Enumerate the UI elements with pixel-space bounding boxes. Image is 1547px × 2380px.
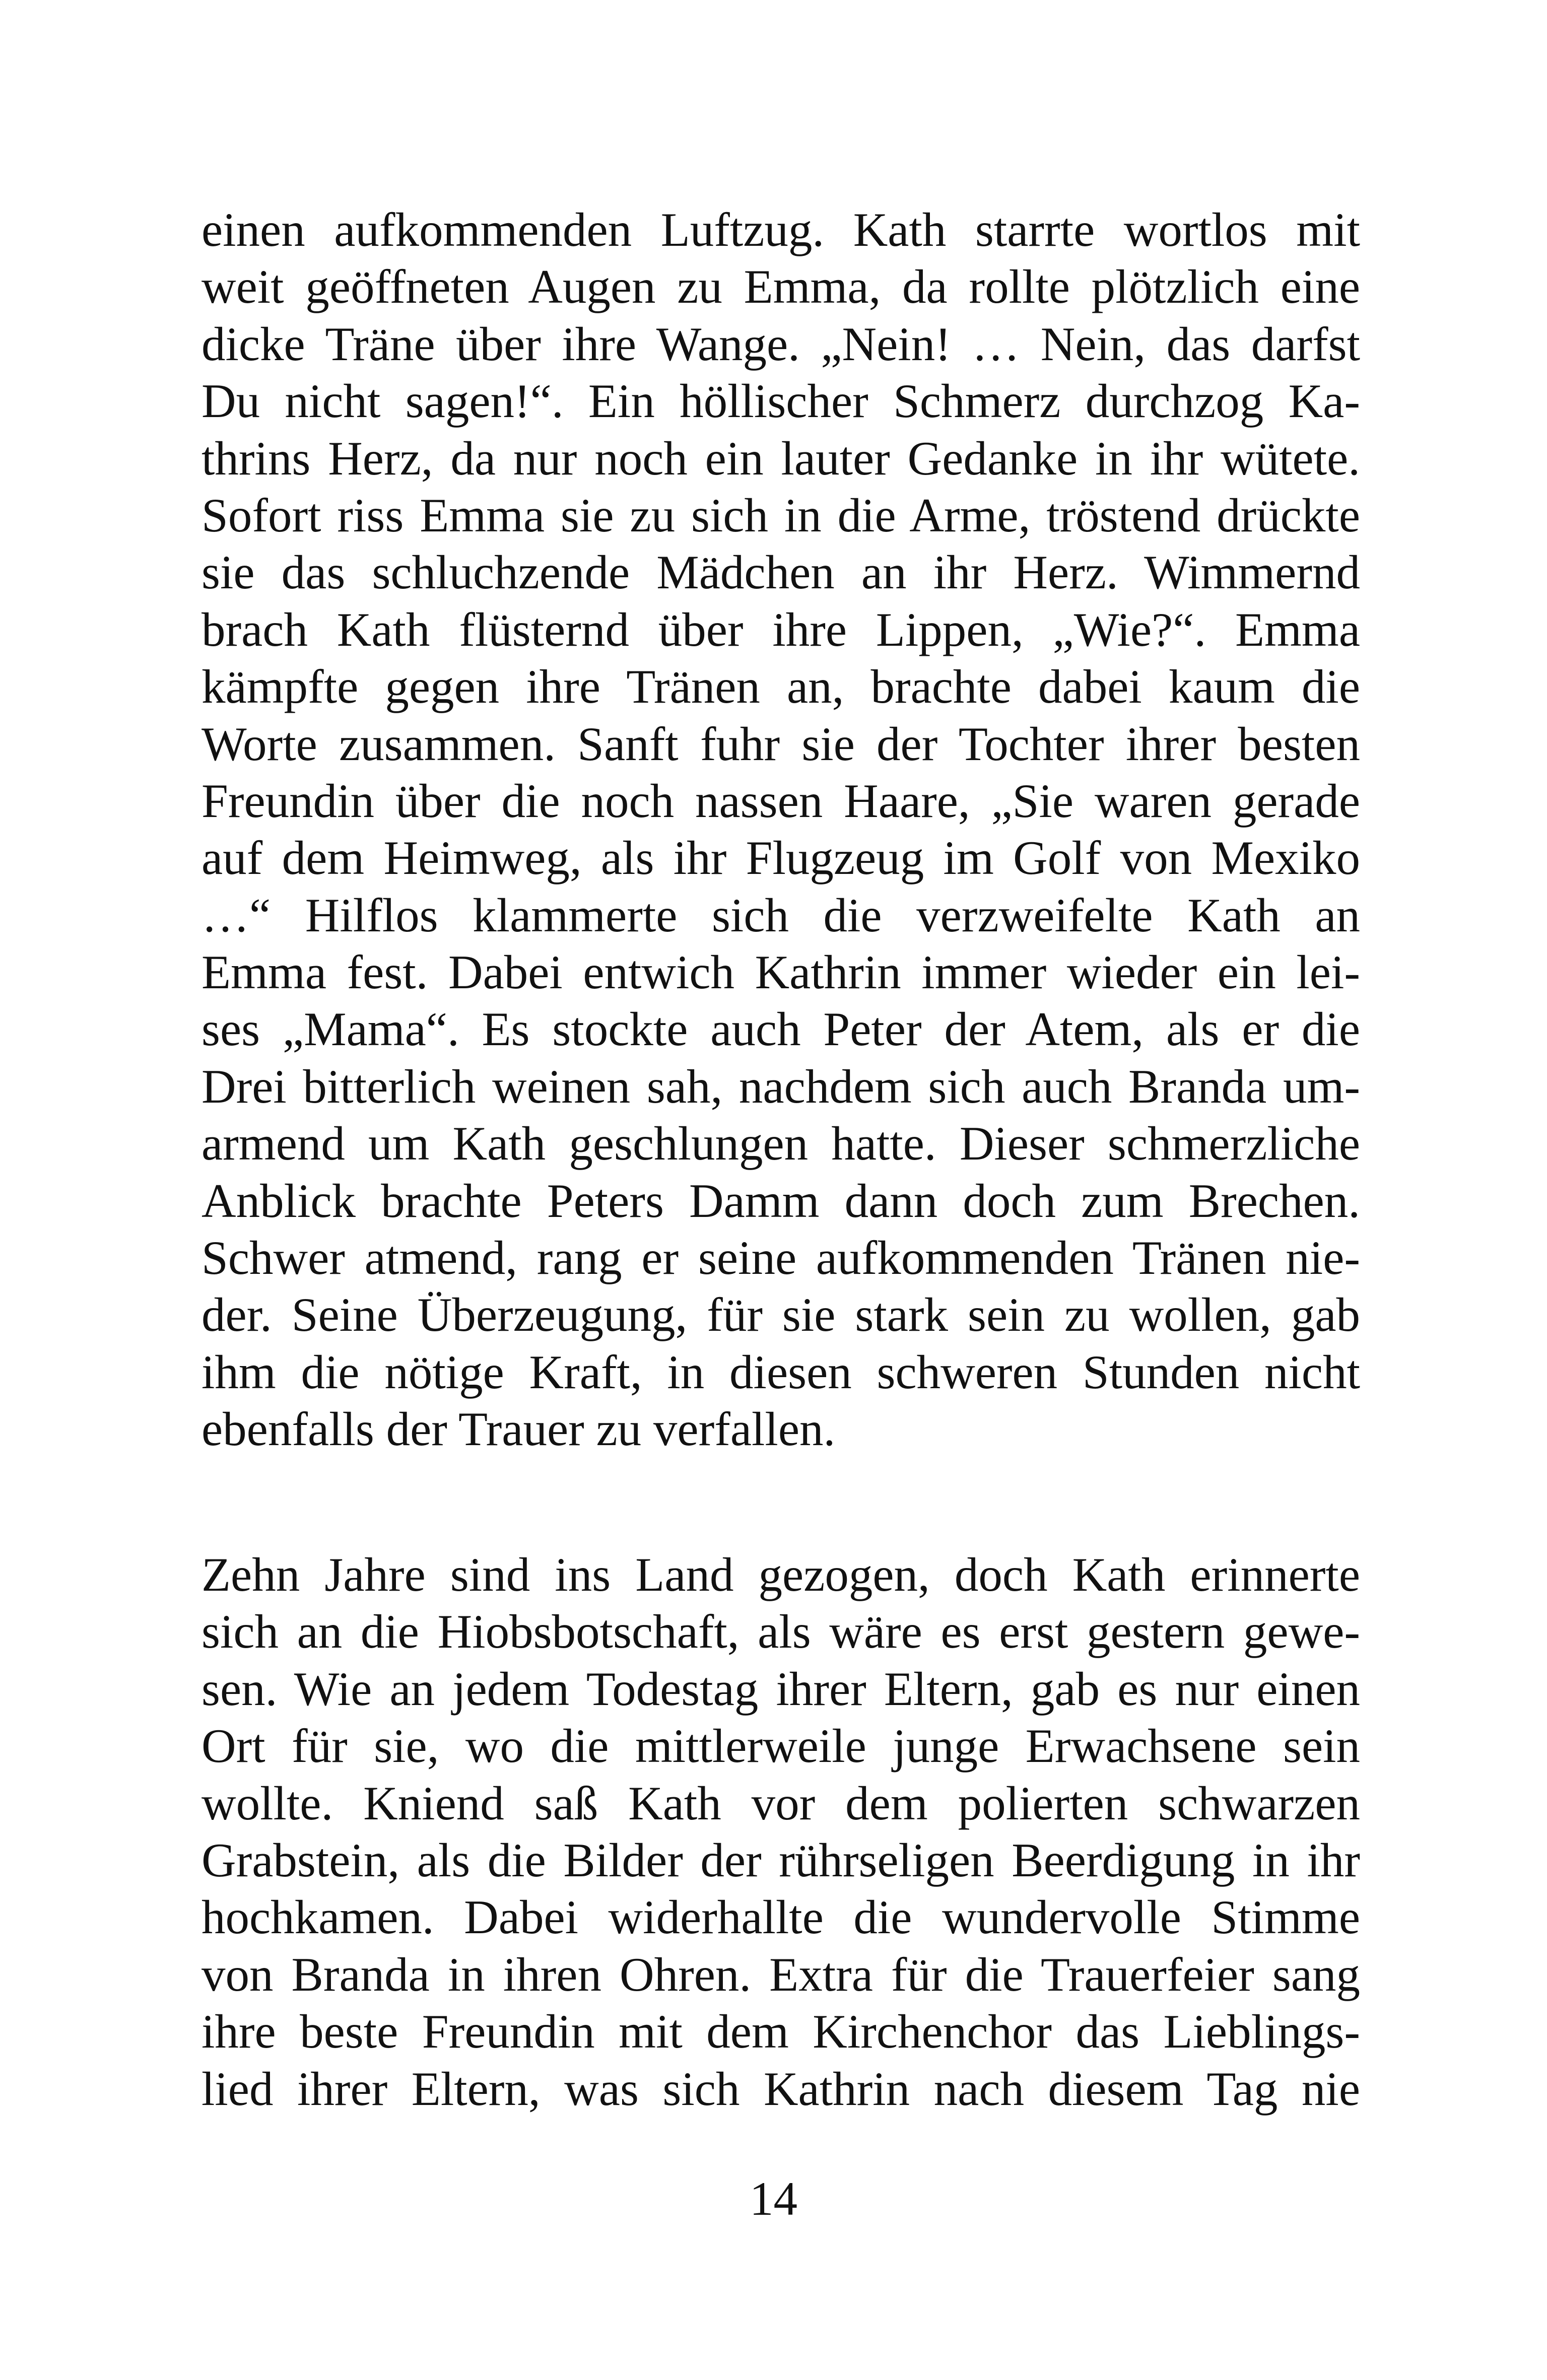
paragraph-1: [201, 201, 1360, 1458]
text-line: kämpfte gegen ihre Tränen an, brachte dabei kaum die: [201, 660, 1360, 714]
text-line: ebenfalls der Trauer zu verfallen.: [201, 1402, 836, 1456]
paragraph-2: [201, 1546, 1360, 2118]
text-line: auf dem Heimweg, als ihr Flugzeug im Golf von Mexiko: [201, 831, 1360, 885]
text-line: armend um Kath geschlungen hatte. Dieser schmerzliche: [201, 1117, 1360, 1171]
text-line: wollte. Kniend saß Kath vor dem polierten schwarzen: [201, 1776, 1360, 1830]
text-line: brach Kath flüsternd über ihre Lippen, „Wie?“. Emma: [201, 602, 1360, 656]
text-line: Schwer atmend, rang er seine aufkommenden Tränen nie-: [201, 1231, 1360, 1285]
text-line: lied ihrer Eltern, was sich Kathrin nach diesem Tag nie: [201, 2062, 1360, 2116]
text-line: Ort für sie, wo die mittlerweile junge Erwachsene sein: [201, 1719, 1360, 1773]
text-line: ses „Mama“. Es stockte auch Peter der Atem, als er die: [201, 1002, 1360, 1056]
text-line: ihre beste Freundin mit dem Kirchenchor das Lieblings-: [201, 2005, 1360, 2059]
text-line: Grabstein, als die Bilder der rührseligen Beerdigung in ihr: [201, 1833, 1360, 1887]
text-line: hochkamen. Dabei widerhallte die wundervolle Stimme: [201, 1890, 1360, 1944]
text-line: der. Seine Überzeugung, für sie stark sein zu wollen, gab: [201, 1288, 1360, 1342]
text-line: …“ Hilflos klammerte sich die verzweifelte Kath an: [201, 888, 1360, 942]
text-line: Drei bitterlich weinen sah, nachdem sich auch Branda um-: [201, 1059, 1360, 1113]
text-line: weit geöffneten Augen zu Emma, da rollte plötzlich eine: [201, 260, 1360, 314]
text-line: von Branda in ihren Ohren. Extra für die Trauerfeier sang: [201, 1947, 1360, 2001]
text-line: sich an die Hiobsbotschaft, als wäre es erst gestern gewe-: [201, 1605, 1360, 1659]
text-line: Worte zusammen. Sanft fuhr sie der Tochter ihrer besten: [201, 717, 1360, 771]
text-line: ihm die nötige Kraft, in diesen schweren Stunden nicht: [201, 1345, 1360, 1399]
text-line: Anblick brachte Peters Damm dann doch zum Brechen.: [201, 1174, 1360, 1228]
text-line: sen. Wie an jedem Todestag ihrer Eltern, gab es nur einen: [201, 1662, 1360, 1716]
text-line: dicke Träne über ihre Wange. „Nein! … Nein, das darfst: [201, 317, 1360, 371]
text-line: Zehn Jahre sind ins Land gezogen, doch Kath erinnerte: [201, 1548, 1360, 1601]
text-line: thrins Herz, da nur noch ein lauter Gedanke in ihr wütete.: [201, 431, 1360, 485]
text-line: Sofort riss Emma sie zu sich in die Arme, tröstend drückte: [201, 488, 1360, 542]
text-line: Emma fest. Dabei entwich Kathrin immer wieder ein lei-: [201, 945, 1360, 999]
text-line: einen aufkommenden Luftzug. Kath starrte wortlos mit: [201, 203, 1360, 256]
text-line: Freundin über die noch nassen Haare, „Sie waren gerade: [201, 774, 1360, 828]
page-number: 14: [750, 2172, 797, 2225]
text-line: sie das schluchzende Mädchen an ihr Herz. Wimmernd: [201, 546, 1360, 599]
text-line: Du nicht sagen!“. Ein höllischer Schmerz durchzog Ka-: [201, 374, 1360, 428]
